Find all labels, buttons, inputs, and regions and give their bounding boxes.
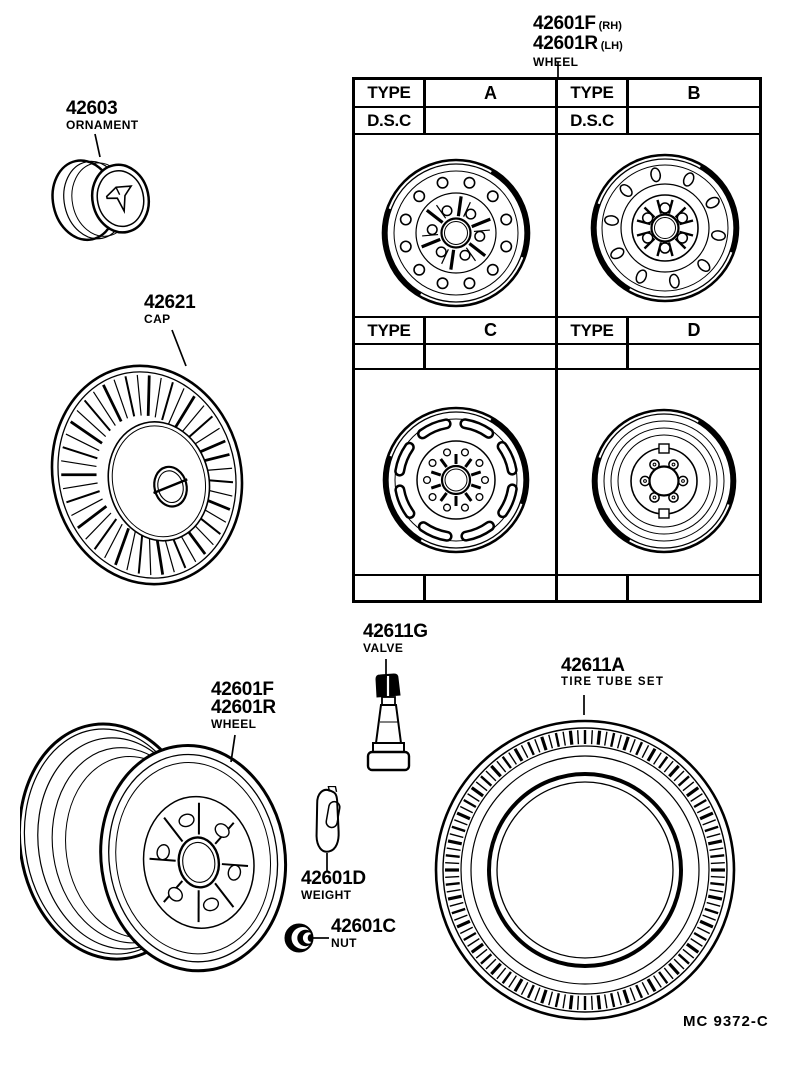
lh-suffix: (LH)	[600, 40, 623, 52]
part-number: 42601C	[331, 916, 396, 937]
part-name: WEIGHT	[301, 888, 352, 902]
type-a-value-cell: A	[484, 82, 497, 103]
type-d-label-cell: TYPE	[558, 318, 629, 343]
part-name: NUT	[331, 936, 357, 950]
type-b-label-cell: TYPE	[558, 80, 629, 106]
part-name: WHEEL	[211, 717, 257, 731]
part-number: 42603	[66, 98, 118, 119]
part-number: 42601F	[533, 13, 596, 34]
type-c-label-cell: TYPE	[355, 318, 426, 343]
rh-suffix: (RH)	[598, 20, 622, 32]
top-wheel-label	[533, 15, 623, 69]
part-number: 42601R	[211, 697, 276, 718]
type-b-value-cell: B	[687, 82, 701, 103]
part-number: 42601F	[211, 679, 274, 700]
document-code: MC 9372-C	[683, 1013, 769, 1030]
part-number: 42611A	[561, 655, 625, 676]
weight-label	[301, 870, 366, 902]
part-name: WHEEL	[533, 55, 579, 69]
part-name: ORNAMENT	[66, 118, 139, 132]
part-name: TIRE TUBE SET	[561, 676, 665, 688]
dsc-b-label-cell: D.S.C	[558, 108, 629, 133]
part-name: VALVE	[363, 641, 404, 655]
dsc-a-label-cell: D.S.C	[355, 108, 426, 133]
cap-label	[144, 294, 195, 326]
part-number: 42601D	[301, 868, 366, 889]
tire-tube-set-label	[561, 657, 664, 689]
type-a-label-cell: TYPE	[355, 80, 426, 106]
part-number: 42611G	[363, 621, 428, 642]
type-c-value-cell: C	[484, 320, 497, 340]
bottom-wheel-label	[211, 681, 276, 731]
valve-label	[363, 623, 428, 655]
ornament-label	[66, 100, 139, 132]
part-name: CAP	[144, 312, 171, 326]
part-number: 42601R	[533, 33, 598, 54]
nut-label	[331, 918, 396, 950]
part-number: 42621	[144, 292, 196, 313]
type-d-value-cell: D	[687, 320, 701, 340]
